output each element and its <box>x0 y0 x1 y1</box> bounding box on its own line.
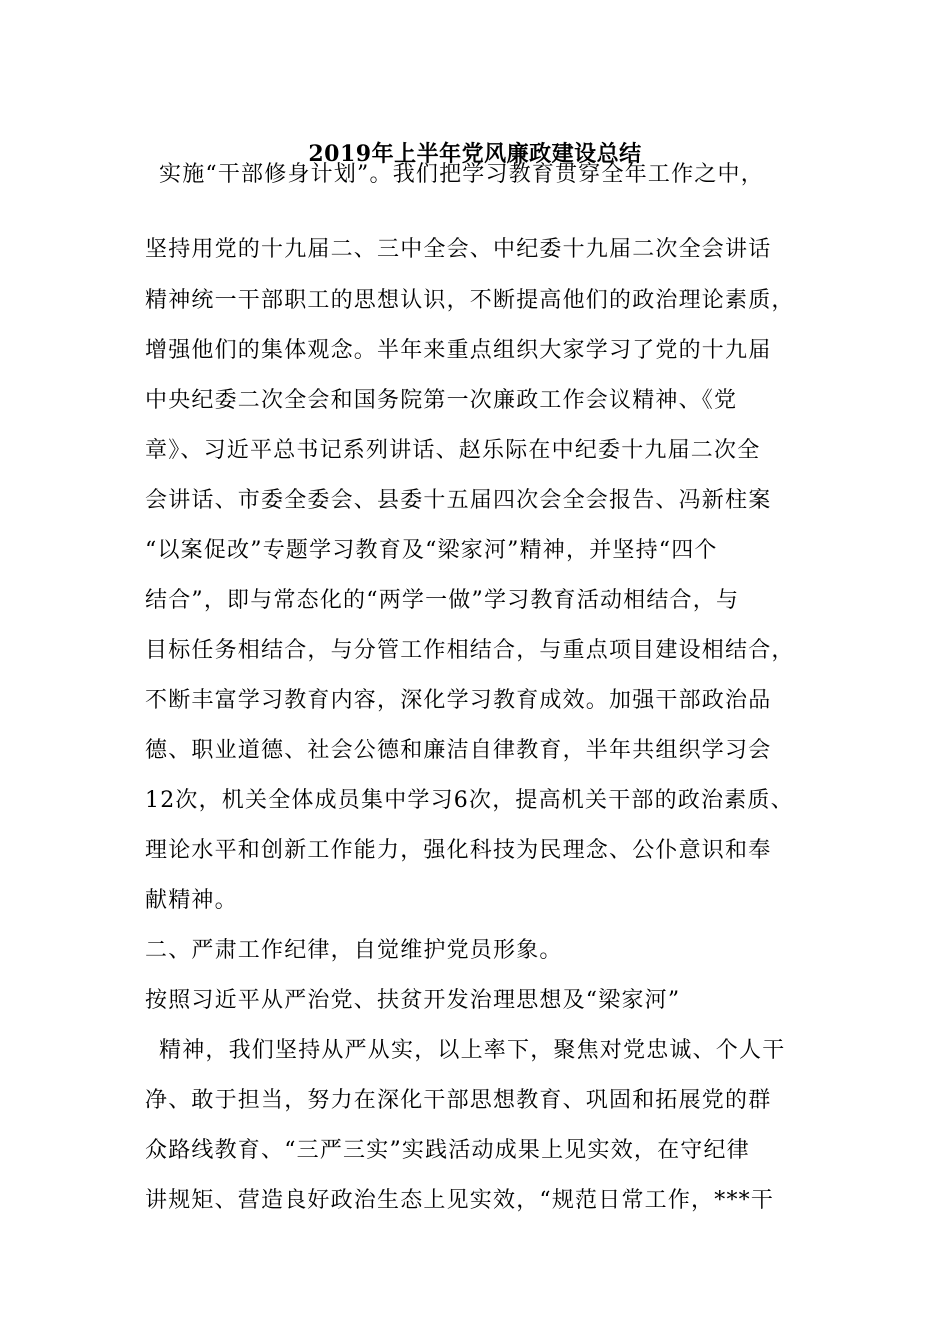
body-line-10: 目标任务相结合，与分管工作相结合，与重点项目建设相结合， <box>145 638 795 663</box>
body-line-19: 净、敢于担当，努力在深化干部思想教育、巩固和拓展党的群 <box>145 1088 772 1113</box>
body-line-15: 献精神。 <box>145 888 238 913</box>
body-line-7: 会讲话、市委全委会、县委十五届四次会全会报告、冯新柱案 <box>145 488 772 513</box>
body-line-4: 增强他们的集体观念。半年来重点组织大家学习了党的十九届 <box>145 338 772 363</box>
body-line-1: 实施“干部修身计划”。我们把学习教育贯穿全年工作之中， <box>159 162 764 187</box>
body-line-5: 中央纪委二次全会和国务院第一次廉政工作会议精神、《党 <box>145 388 738 413</box>
body-line-8: “以案促改”专题学习教育及“梁家河”精神，并坚持“四个 <box>145 538 718 563</box>
document-title: 2019年上半年党风廉政建设总结 <box>308 141 642 167</box>
body-line-18: 精神，我们坚持从严从实，以上率下，聚焦对党忠诚、个人干 <box>159 1038 786 1063</box>
body-line-13: 12次，机关全体成员集中学习6次，提高机关干部的政治素质、 <box>145 788 794 813</box>
body-line-3: 精神统一干部职工的思想认识，不断提高他们的政治理论素质， <box>145 288 795 313</box>
body-line-17: 按照习近平从严治党、扶贫开发治理思想及“梁家河” <box>145 988 681 1013</box>
body-line-2: 坚持用党的十九届二、三中全会、中纪委十九届二次全会讲话 <box>145 237 772 262</box>
body-line-6: 章》、习近平总书记系列讲话、赵乐际在中纪委十九届二次全 <box>145 438 761 463</box>
body-line-11: 不断丰富学习教育内容，深化学习教育成效。加强干部政治品 <box>145 688 772 713</box>
body-line-12: 德、职业道德、社会公德和廉洁自律教育，半年共组织学习会 <box>145 738 772 763</box>
body-line-20: 众路线教育、“三严三实”实践活动成果上见实效，在守纪律 <box>145 1138 750 1163</box>
section-heading-2: 二、严肃工作纪律，自觉维护党员形象。 <box>145 938 563 963</box>
body-line-14: 理论水平和创新工作能力，强化科技为民理念、公仆意识和奉 <box>145 838 772 863</box>
body-line-9: 结合”，即与常态化的“两学一做”学习教育活动相结合，与 <box>145 588 740 613</box>
body-line-21: 讲规矩、营造良好政治生态上见实效，“规范日常工作，***干 <box>145 1188 775 1213</box>
